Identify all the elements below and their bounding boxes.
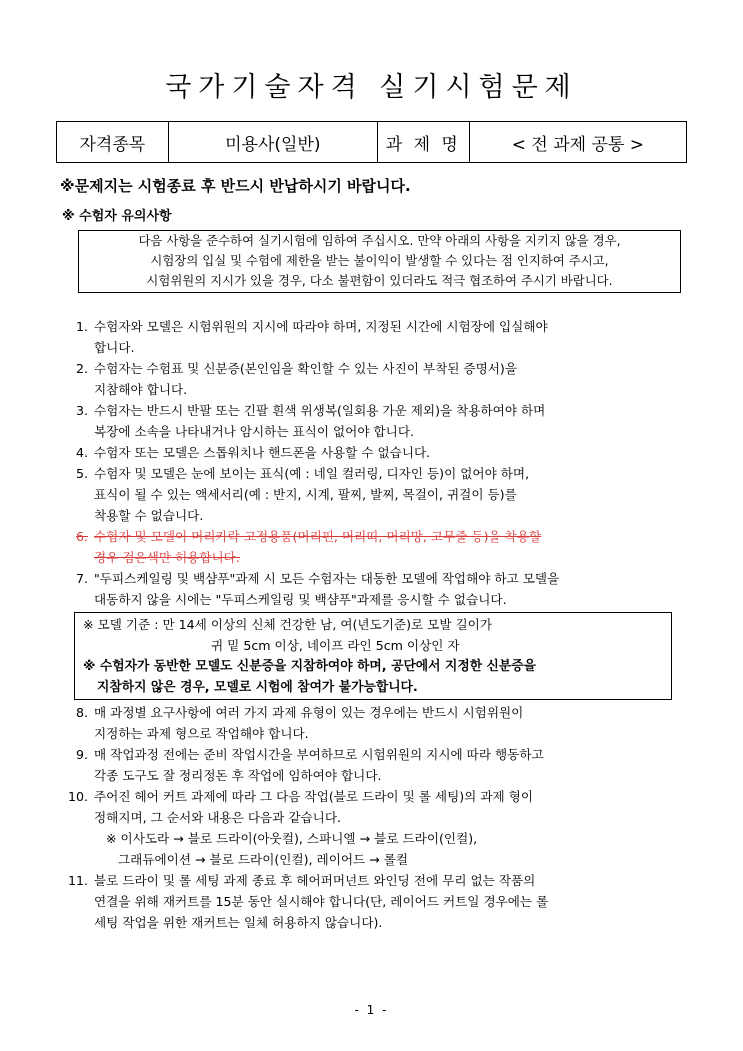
list-item [60,463,700,526]
item-line: 수험자는 반드시 반팔 또는 긴팔 흰색 위생복(일회용 가운 제외)을 착용하여야 하며 [94,403,546,418]
item-line: 착용할 수 없습니다. [94,508,204,523]
item-line: 수험자 및 모델은 눈에 보이는 표식(예 : 네일 컬러링, 디자인 등)이 없어야 하며, [94,466,530,481]
item-line: 복장에 소속을 나타내거나 암시하는 표식이 없어야 합니다. [94,424,414,439]
intro-line: 시험위원의 지시가 있을 경우, 다소 불편함이 있더라도 적극 협조하여 주시기 바랍니다. [146,273,613,288]
item-line: 경우 검은색만 허용합니다. [94,550,240,565]
qualification-value: 미용사(일반) [169,122,378,162]
item-line: 대동하지 않을 시에는 "두피스케일링 및 백샴푸"과제를 응시할 수 없습니다. [94,592,507,607]
item-line: 수험자 및 모델이 머리카락 고정용품(머리핀, 머리띠, 머리망, 고무줄 등)을 착용할 [94,529,542,544]
intro-box [78,230,681,293]
return-notice: ※문제지는 시험종료 후 반드시 반납하시기 바랍니다. [60,177,411,195]
list-item [60,400,700,442]
item-line: 블로 드라이 및 롤 세팅 과제 종료 후 헤어퍼머넌트 와인딩 전에 무리 없는 작품의 [94,873,536,888]
item-line: 수험자 또는 모델은 스톱워치나 핸드폰을 사용할 수 없습니다. [94,445,431,460]
item-line: 정해지며, 그 순서와 내용은 다음과 같습니다. [94,810,342,825]
model-criteria-box [74,612,672,700]
intro-line: 다음 사항을 준수하여 실기시험에 임하여 주십시오. 만약 아래의 사항을 지키지 않을 경우, [138,233,621,248]
item-line: 매 과정별 요구사항에 여러 가지 과제 유형이 있는 경우에는 반드시 시험위원이 [94,705,524,720]
item-number: 10. [67,789,88,804]
list-item [60,702,700,744]
list-item [60,870,700,933]
item-line: 표식이 될 수 있는 액세서리(예 : 반지, 시계, 팔찌, 발찌, 목걸이, 귀걸이 등)를 [94,487,517,502]
item-number: 1. [75,319,88,334]
struck-list-item [60,526,700,568]
item-line: "두피스케일링 및 백샴푸"과제 시 모든 수험자는 대동한 모델에 작업해야 하고 모델을 [94,571,560,586]
item-line: 지참해야 합니다. [94,382,188,397]
precautions-heading: ※ 수험자 유의사항 [62,209,172,224]
item-line: 지정하는 과제 형으로 작업해야 합니다. [94,726,309,741]
item-number: 11. [67,873,88,888]
item-number: 7. [75,571,88,586]
task-name-value: < 전 과제 공통 > [511,134,644,155]
list-item [60,316,700,358]
item-number: 6. [75,529,88,544]
item-line: 합니다. [94,340,135,355]
page-title: 국가기술자격 실기시험문제 [165,72,578,103]
item-line: 매 작업과정 전에는 준비 작업시간을 부여하므로 시험위원의 지시에 따라 행동하고 [94,747,544,762]
item-line: 세팅 작업을 위한 재커트는 일체 허용하지 않습니다). [94,915,383,930]
list-item [60,358,700,400]
style-note-line: 그래듀에이션 → 블로 드라이(인컬), 레이어드 → 롤컬 [118,852,409,867]
list-item [60,442,700,463]
intro-line: 시험장의 입실 및 수험에 제한을 받는 불이익이 발생할 수 있다는 점 인지하여 주시고, [150,253,609,268]
item-line: 각종 도구도 잘 정리정돈 후 작업에 임하여야 합니다. [94,768,382,783]
item-line: 연결을 위해 재커트를 15분 동안 실시해야 합니다(단, 레이어드 커트일 경우에는 롤 [94,894,549,909]
list-item [60,568,700,610]
criteria-line: ※ 수험자가 동반한 모델도 신분증을 지참하여야 하며, 공단에서 지정한 신분증을 [83,659,536,674]
qualification-label: 자격종목 [57,122,169,162]
info-table [56,121,687,163]
criteria-line: ※ 모델 기준 : 만 14세 이상의 신체 건강한 남, 여(년도기준)로 모발 길이가 [83,617,492,632]
criteria-line: 지참하지 않은 경우, 모델로 시험에 참여가 불가능합니다. [97,680,418,695]
item-number: 3. [75,403,88,418]
item-number: 9. [75,747,88,762]
item-line: 주어진 헤어 커트 과제에 따라 그 다음 작업(블로 드라이 및 롤 세팅)의 과제 형이 [94,789,534,804]
list-item [60,744,700,786]
item-line: 수험자는 수험표 및 신분증(본인임을 확인할 수 있는 사진이 부착된 증명서)을 [94,361,517,376]
item-number: 2. [75,361,88,376]
task-name-label: 과 제 명 [378,122,470,162]
item-number: 5. [75,466,88,481]
item-number: 8. [75,705,88,720]
item-line: 수험자와 모델은 시험위원의 지시에 따라야 하며, 지정된 시간에 시험장에 입실해야 [94,319,548,334]
item-number: 4. [75,445,88,460]
list-item [60,786,700,870]
precautions-list [60,316,700,933]
criteria-line: 귀 밑 5cm 이상, 네이프 라인 5cm 이상인 자 [211,638,460,653]
style-note-line: ※ 이사도라 → 블로 드라이(아웃컬), 스파니엘 → 블로 드라이(인컬), [106,831,478,846]
page-number: - 1 - [354,1003,389,1017]
